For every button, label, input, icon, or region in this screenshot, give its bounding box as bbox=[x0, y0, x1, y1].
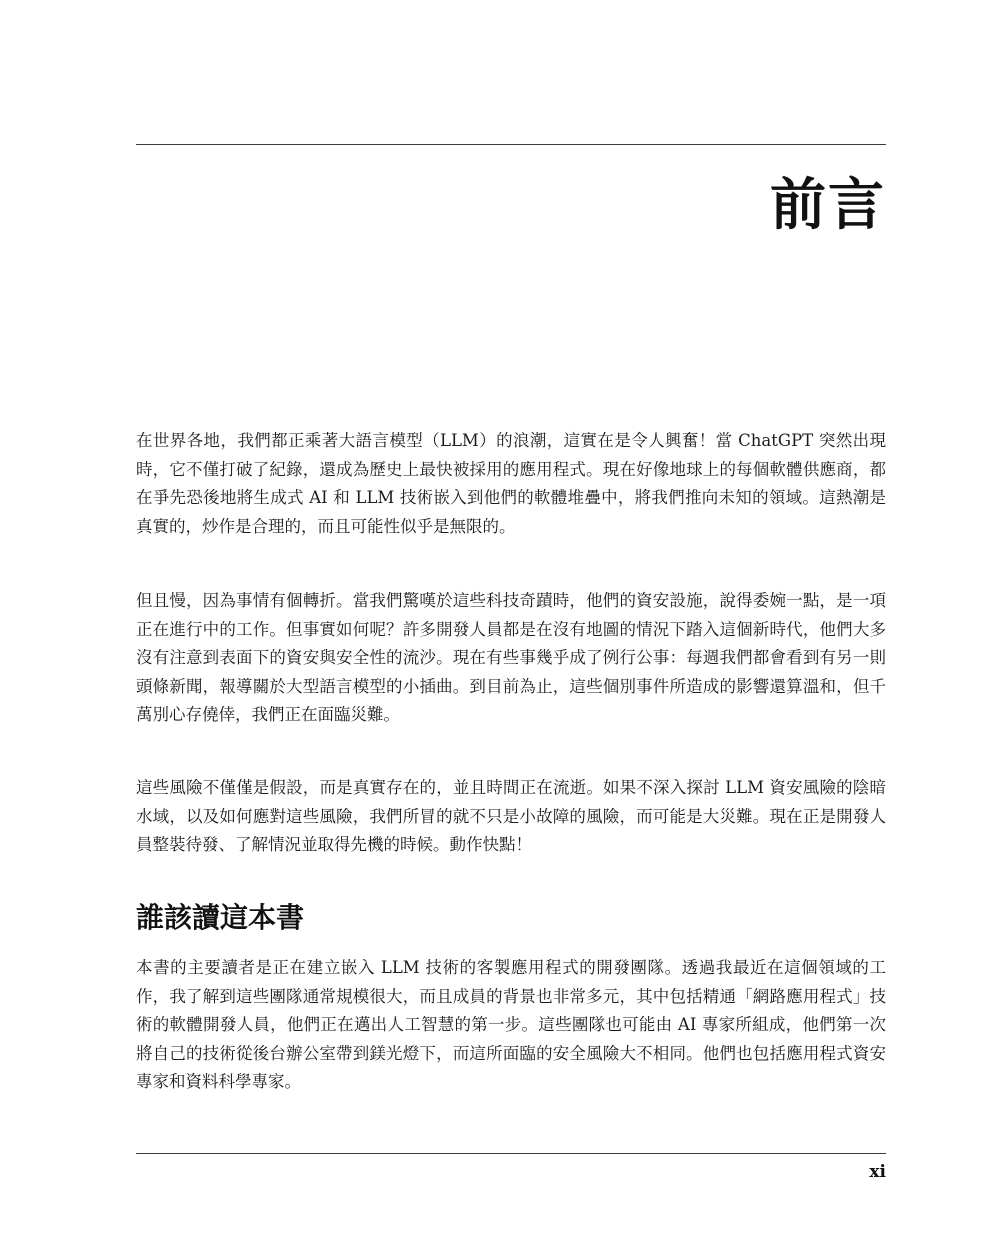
section-heading: 誰該讀這本書 bbox=[136, 901, 305, 934]
intro-paragraph-3: 這些風險不僅僅是假設，而是真實存在的，並且時間正在流逝。如果不深入探討 LLM 資安風險的陰暗水域，以及如何應對這些風險，我們所冒的就不只是小故障的風險，而可能是大災難。現在正是開發人員整裝待發、了解情況並取得先機的時候。動作快點！ bbox=[136, 778, 886, 855]
chapter-title: 前言 bbox=[770, 173, 886, 238]
intro-paragraph-2: 但且慢，因為事情有個轉折。當我們驚嘆於這些科技奇蹟時，他們的資安設施，說得委婉一點，是一項正在進行中的工作。但事實如何呢？許多開發人員都是在沒有地圖的情況下踏入這個新時代，他們大多沒有注意到表面下的資安與安全性的流沙。現在有些事幾乎成了例行公事：每週我們都會看到有另一則頭條新聞，報導關於大型語言模型的小插曲。到目前為止，這些個別事件所造成的影響還算溫和，但千萬別心存僥倖，我們正在面臨災難。 bbox=[136, 591, 886, 725]
top-rule bbox=[136, 144, 886, 145]
section-paragraph-1: 本書的主要讀者是正在建立嵌入 LLM 技術的客製應用程式的開發團隊。透過我最近在這個領域的工作，我了解到這些團隊通常規模很大，而且成員的背景也非常多元，其中包括精通「網路應用程式」技術的軟體開發人員，他們正在邁出人工智慧的第一步。這些團隊也可能由 AI 專家所組成，他們第一次將自己的技術從後台辦公室帶到鎂光燈下，而這所面臨的安全風險大不相同。他們也包括應用程式資安專家和資料科學專家。 bbox=[136, 958, 886, 1092]
page-number: xi bbox=[869, 1162, 886, 1182]
bottom-rule bbox=[136, 1153, 886, 1154]
intro-paragraph-1: 在世界各地，我們都正乘著大語言模型（LLM）的浪潮，這實在是令人興奮！當 ChatGPT 突然出現時，它不僅打破了紀錄，還成為歷史上最快被採用的應用程式。現在好像地球上的每個軟體供應商，都在爭先恐後地將生成式 AI 和 LLM 技術嵌入到他們的軟體堆疊中，將我們推向未知的領域。這熱潮是真實的，炒作是合理的，而且可能性似乎是無限的。 bbox=[136, 431, 886, 536]
